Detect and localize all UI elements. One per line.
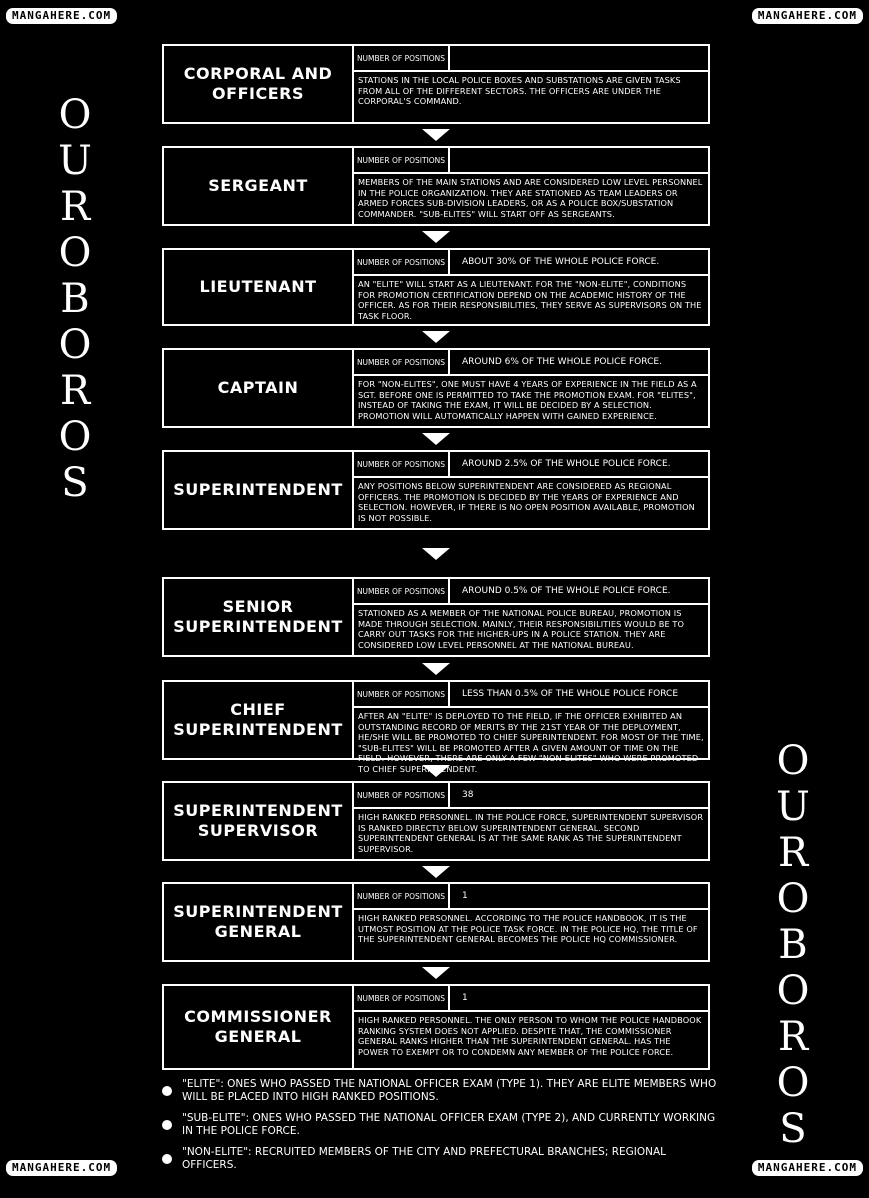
positions-value: AROUND 6% OF THE WHOLE POLICE FORCE. <box>462 357 662 367</box>
rank-info <box>354 350 708 426</box>
rank-name: CORPORAL AND OFFICERS <box>164 46 354 122</box>
side-title-letter: O <box>58 322 92 368</box>
legend-notes <box>160 1078 720 1180</box>
rank-description: ANY POSITIONS BELOW SUPERINTENDENT ARE CONSIDERED AS REGIONAL OFFICERS. THE PROMOTION IS DECIDED BY THE YEARS OF EXPERIENCE AND SELECTION. HOWEVER, IF THERE IS NO OPEN POSITION AVAILABLE, PROMOTION IS NOT POSSIBLE. <box>358 481 695 523</box>
positions-value: 38 <box>462 790 474 800</box>
down-arrow-icon <box>422 765 450 777</box>
positions-row <box>354 986 708 1012</box>
positions-value: 1 <box>462 891 468 901</box>
rank-description: FOR "NON-ELITES", ONE MUST HAVE 4 YEARS OF EXPERIENCE IN THE FIELD AS A SGT. BEFORE ONE IS PERMITTED TO TAKE THE PROMOTION EXAM. FOR "ELITES", INSTEAD OF TAKING THE EXAM, IT WILL BE DECIDED BY A SELECTION. PROMOTION WILL AUTOMATICALLY HAPPEN WITH GAINED EXPERIENCE. <box>358 379 697 421</box>
rank-description: HIGH RANKED PERSONNEL. THE ONLY PERSON TO WHOM THE POLICE HANDBOOK RANKING SYSTEM DOES NOT APPLIED. DESPITE THAT, THE COMMISSIONER GENERAL RANKS HIGHER THAN THE SUPERINTENDENT GENERAL. HAS THE POWER TO EXEMPT OR TO CONDEMN ANY MEMBER OF THE POLICE FORCE. <box>358 1015 702 1057</box>
side-title-letter: R <box>777 830 809 876</box>
positions-row <box>354 682 708 708</box>
side-title-letter: O <box>58 230 92 276</box>
watermark-top-right: MANGAHERE.COM <box>752 8 863 24</box>
positions-label: NUMBER OF POSITIONS <box>354 350 450 374</box>
rank-box <box>162 882 710 962</box>
rank-hierarchy-chart <box>162 0 710 1080</box>
positions-row <box>354 148 708 174</box>
legend-note: "ELITE": ONES WHO PASSED THE NATIONAL OFFICER EXAM (TYPE 1). THEY ARE ELITE MEMBERS WHO WILL BE PLACED INTO HIGH RANKED POSITIONS. <box>160 1078 720 1104</box>
rank-description: STATIONED AS A MEMBER OF THE NATIONAL POLICE BUREAU, PROMOTION IS MADE THROUGH SELECTION. MAINLY, THEIR RESPONSIBILITIES WOULD BE TO CARRY OUT TASKS FOR THE HIGHER-UPS IN A POLICE STATION. THEY ARE CONSIDERED LOW LEVEL PERSONNEL AT THE NATIONAL BUREAU. <box>358 608 685 650</box>
rank-description: STATIONS IN THE LOCAL POLICE BOXES AND SUBSTATIONS ARE GIVEN TASKS FROM ALL OF THE DIFFERENT SECTORS. THE OFFICERS ARE UNDER THE CORPORAL'S COMMAND. <box>358 75 681 107</box>
rank-description: HIGH RANKED PERSONNEL. IN THE POLICE FORCE, SUPERINTENDENT SUPERVISOR IS RANKED DIRECTLY BELOW SUPERINTENDENT GENERAL. SECOND SUPERINTENDENT GENERAL IS AT THE SAME RANK AS THE SUPERINTENDENT SUPERVISOR. <box>358 812 704 854</box>
rank-info <box>354 579 708 655</box>
rank-info <box>354 986 708 1068</box>
down-arrow-icon <box>422 866 450 878</box>
rank-box <box>162 984 710 1070</box>
rank-name: SERGEANT <box>164 148 354 224</box>
down-arrow-icon <box>422 331 450 343</box>
watermark-bottom-left: MANGAHERE.COM <box>6 1160 117 1176</box>
positions-row <box>354 350 708 376</box>
rank-box <box>162 348 710 428</box>
positions-row <box>354 884 708 910</box>
watermark-bottom-right: MANGAHERE.COM <box>752 1160 863 1176</box>
side-title-letter: S <box>61 460 89 506</box>
positions-row <box>354 783 708 809</box>
side-title-left <box>40 92 110 506</box>
rank-name: LIEUTENANT <box>164 250 354 324</box>
positions-value: AROUND 0.5% OF THE WHOLE POLICE FORCE. <box>462 586 671 596</box>
down-arrow-icon <box>422 967 450 979</box>
side-title-letter: U <box>776 784 810 830</box>
positions-label: NUMBER OF POSITIONS <box>354 46 450 70</box>
rank-box <box>162 577 710 657</box>
side-title-letter: O <box>776 1060 810 1106</box>
side-title-letter: O <box>58 92 92 138</box>
rank-name: SUPERINTENDENT <box>164 452 354 528</box>
rank-info <box>354 682 708 774</box>
positions-value <box>450 148 708 172</box>
rank-description: AN "ELITE" WILL START AS A LIEUTENANT. FOR THE "NON-ELITE", CONDITIONS FOR PROMOTION CERTIFICATION DEPEND ON THE ACADEMIC HISTORY OF THE OFFICER. AS FOR THEIR RESPONSIBILITIES, THEY SERVE AS SUPERVISORS ON THE TASK FLOOR. <box>358 279 702 321</box>
side-title-letter: R <box>59 368 91 414</box>
rank-name: SUPERINTENDENT GENERAL <box>164 884 354 960</box>
positions-value: AROUND 2.5% OF THE WHOLE POLICE FORCE. <box>462 459 671 469</box>
side-title-letter: S <box>779 1106 807 1152</box>
positions-row <box>354 250 708 276</box>
positions-row <box>354 46 708 72</box>
rank-description: MEMBERS OF THE MAIN STATIONS AND ARE CONSIDERED LOW LEVEL PERSONNEL IN THE POLICE ORGANIZATION. THEY ARE STATIONED AS TEAM LEADERS OR ARMED FORCES SUB-DIVISION LEADERS, OR AS A POLICE BOX/SUBSTATION COMMANDER. "SUB-ELITES" WILL START OFF AS SERGEANTS. <box>358 177 703 219</box>
positions-value: ABOUT 30% OF THE WHOLE POLICE FORCE. <box>462 257 660 267</box>
down-arrow-icon <box>422 129 450 141</box>
rank-box <box>162 450 710 530</box>
positions-label: NUMBER OF POSITIONS <box>354 682 450 706</box>
positions-row <box>354 579 708 605</box>
rank-name: CAPTAIN <box>164 350 354 426</box>
positions-label: NUMBER OF POSITIONS <box>354 148 450 172</box>
legend-note: "NON-ELITE": RECRUITED MEMBERS OF THE CITY AND PREFECTURAL BRANCHES; REGIONAL OFFICERS. <box>160 1146 720 1172</box>
positions-value: 1 <box>462 993 468 1003</box>
down-arrow-icon <box>422 663 450 675</box>
rank-box <box>162 248 710 326</box>
positions-label: NUMBER OF POSITIONS <box>354 884 450 908</box>
positions-label: NUMBER OF POSITIONS <box>354 986 450 1010</box>
rank-info <box>354 46 708 122</box>
positions-value: LESS THAN 0.5% OF THE WHOLE POLICE FORCE <box>462 689 679 699</box>
rank-description: HIGH RANKED PERSONNEL. ACCORDING TO THE POLICE HANDBOOK, IT IS THE UTMOST POSITION AT THE POLICE TASK FORCE. IN THE POLICE HQ, THE TITLE OF THE SUPERINTENDENT GENERAL BECOMES THE POLICE HQ COMMISSIONER. <box>358 913 698 945</box>
positions-value <box>450 46 708 70</box>
rank-info <box>354 783 708 859</box>
rank-description: AFTER AN "ELITE" IS DEPLOYED TO THE FIELD, IF THE OFFICER EXHIBITED AN OUTSTANDING RECORD OF MERITS BY THE 21ST YEAR OF THE DEPLOYMENT, HE/SHE WILL BE PROMOTED TO CHIEF SUPERINTENDENT. FOR MOST OF THE TIME, "SUB-ELITES" WILL BE PROMOTED AFTER A GIVEN AMOUNT OF TIME ON THE FIELD. HOWEVER, THERE ARE ONLY A FEW "NON-ELITES" WHO WERE PROMOTED TO CHIEF SUPERINTENDENT. <box>358 711 704 774</box>
side-title-letter: R <box>777 1014 809 1060</box>
positions-label: NUMBER OF POSITIONS <box>354 250 450 274</box>
down-arrow-icon <box>422 548 450 560</box>
positions-label: NUMBER OF POSITIONS <box>354 452 450 476</box>
side-title-letter: O <box>58 414 92 460</box>
positions-label: NUMBER OF POSITIONS <box>354 783 450 807</box>
side-title-letter: U <box>58 138 92 184</box>
down-arrow-icon <box>422 231 450 243</box>
rank-name: CHIEF SUPERINTENDENT <box>164 682 354 758</box>
rank-info <box>354 452 708 528</box>
side-title-letter: B <box>60 276 90 322</box>
rank-name: SUPERINTENDENT SUPERVISOR <box>164 783 354 859</box>
rank-info <box>354 884 708 960</box>
side-title-letter: O <box>776 876 810 922</box>
side-title-letter: R <box>59 184 91 230</box>
rank-name: SENIOR SUPERINTENDENT <box>164 579 354 655</box>
positions-label: NUMBER OF POSITIONS <box>354 579 450 603</box>
side-title-letter: O <box>776 968 810 1014</box>
down-arrow-icon <box>422 433 450 445</box>
legend-note: "SUB-ELITE": ONES WHO PASSED THE NATIONAL OFFICER EXAM (TYPE 2), AND CURRENTLY WORKING IN THE POLICE FORCE. <box>160 1112 720 1138</box>
side-title-letter: B <box>778 922 808 968</box>
rank-info <box>354 250 708 324</box>
rank-box <box>162 781 710 861</box>
watermark-top-left: MANGAHERE.COM <box>6 8 117 24</box>
side-title-letter: O <box>776 738 810 784</box>
rank-box <box>162 146 710 226</box>
rank-box <box>162 44 710 124</box>
positions-row <box>354 452 708 478</box>
side-title-right <box>758 738 828 1152</box>
rank-info <box>354 148 708 224</box>
rank-name: COMMISSIONER GENERAL <box>164 986 354 1068</box>
rank-box <box>162 680 710 774</box>
